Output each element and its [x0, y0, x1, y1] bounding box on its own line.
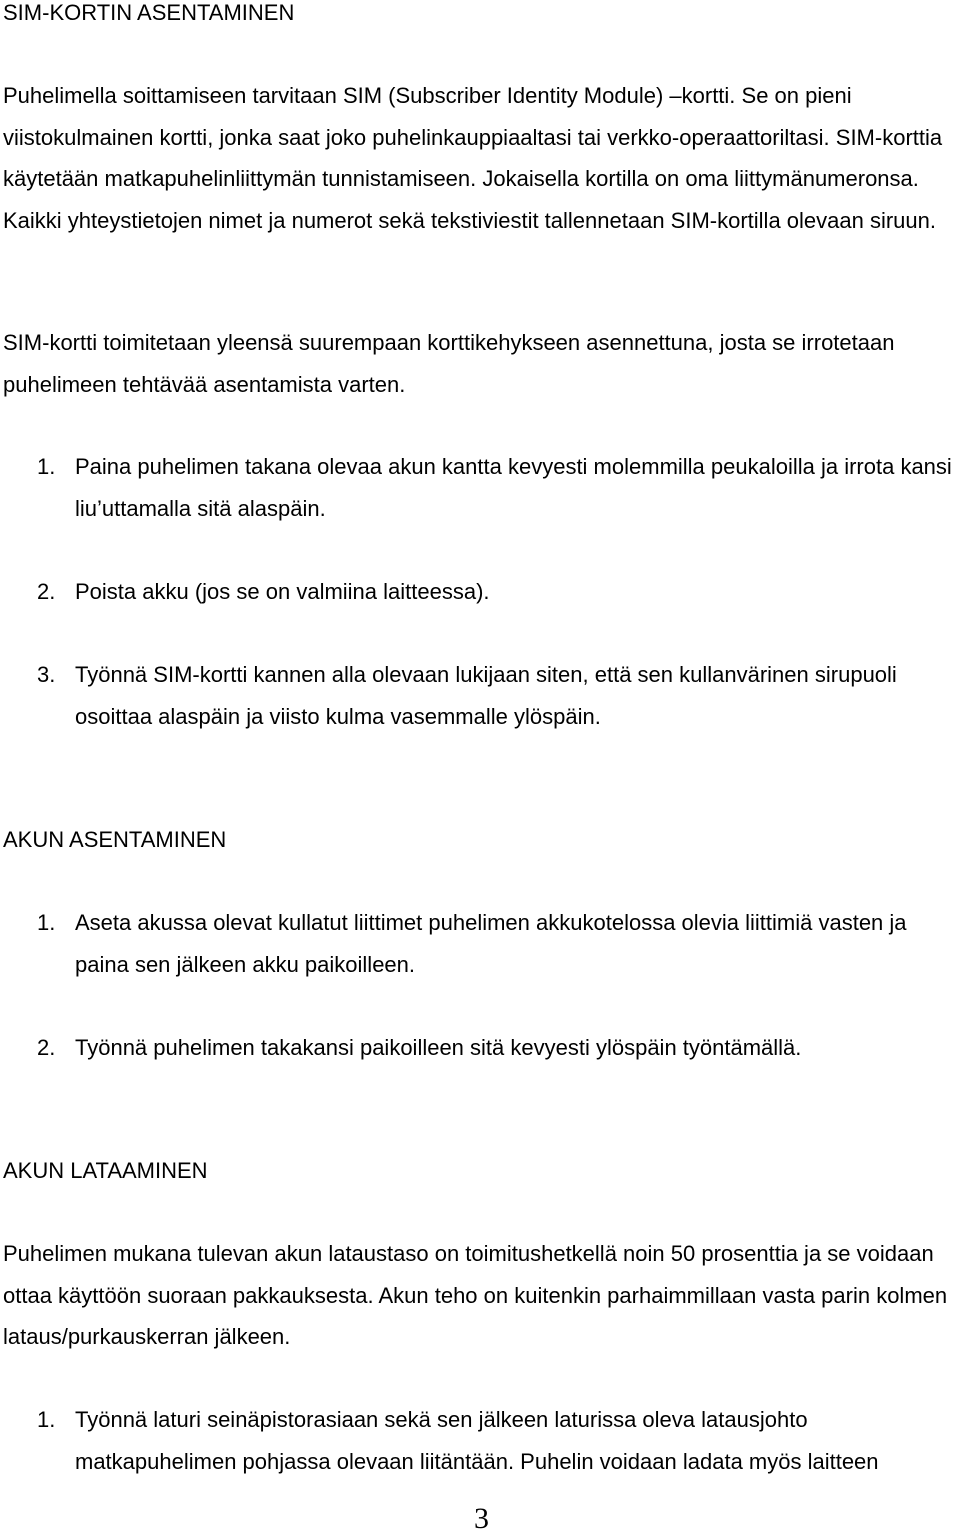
sim-section-heading: SIM-KORTIN ASENTAMINEN	[3, 0, 295, 25]
battery-install-step-2	[0, 1027, 958, 1069]
page-number: 3	[474, 1502, 489, 1535]
step-text: Poista akku (jos se on valmiina laitteessa).	[75, 579, 490, 604]
step-text: Työnnä laturi seinäpistorasiaan sekä sen jälkeen laturissa oleva latausjohto matkapuhelimen pohjassa olevaan liitäntään. Puhelin voidaan ladata myös laitteen	[75, 1407, 879, 1474]
battery-charging-heading: AKUN LATAAMINEN	[3, 1158, 208, 1183]
battery-charging-step-1	[0, 1399, 958, 1482]
step-number: 1.	[37, 454, 56, 479]
battery-install-step-1	[0, 902, 958, 985]
step-number: 2.	[37, 1035, 56, 1060]
sim-note-paragraph: SIM-kortti toimitetaan yleensä suurempaan korttikehykseen asennettuna, josta se irrotetaan puhelimeen tehtävää asentamista varten.	[3, 330, 895, 397]
step-text: Työnnä SIM-kortti kannen alla olevaan lukijaan siten, että sen kullanvärinen sirupuoli osoittaa alaspäin ja viisto kulma vasemmalle ylöspäin.	[75, 662, 897, 729]
sim-step-3	[0, 654, 958, 737]
sim-intro-paragraph: Puhelimella soittamiseen tarvitaan SIM (Subscriber Identity Module) –kortti. Se on pieni viistokulmainen kortti, jonka saat joko puhelinkauppiaaltasi tai verkko-operaattoriltasi. SIM-korttia käytetään matkapuhelinliittymän tunnistamiseen. Jokaisella kortilla on oma liittymänumeronsa. Kaikki yhteystietojen nimet ja numerot sekä tekstiviestit tallennetaan SIM-kortilla olevaan siruun.	[3, 83, 943, 233]
step-number: 3.	[37, 662, 56, 687]
step-number: 1.	[37, 910, 56, 935]
battery-charging-paragraph: Puhelimen mukana tulevan akun lataustaso on toimitushetkellä noin 50 prosenttia ja se voidaan ottaa käyttöön suoraan pakkauksesta. Akun teho on kuitenkin parhaimmillaan vasta parin kolmen lataus/purkauskerran jälkeen.	[3, 1241, 948, 1349]
step-number: 2.	[37, 579, 56, 604]
step-number: 1.	[37, 1407, 56, 1432]
step-text: Työnnä puhelimen takakansi paikoilleen sitä kevyesti ylöspäin työntämällä.	[75, 1035, 802, 1060]
sim-step-1	[0, 446, 958, 529]
step-text: Paina puhelimen takana olevaa akun kantta kevyesti molemmilla peukaloilla ja irrota kansi liu’uttamalla sitä alaspäin.	[75, 454, 952, 521]
sim-step-2	[0, 571, 958, 613]
step-text: Aseta akussa olevat kullatut liittimet puhelimen akkukotelossa olevia liittimiä vasten ja paina sen jälkeen akku paikoilleen.	[75, 910, 907, 977]
battery-install-heading: AKUN ASENTAMINEN	[3, 827, 227, 852]
